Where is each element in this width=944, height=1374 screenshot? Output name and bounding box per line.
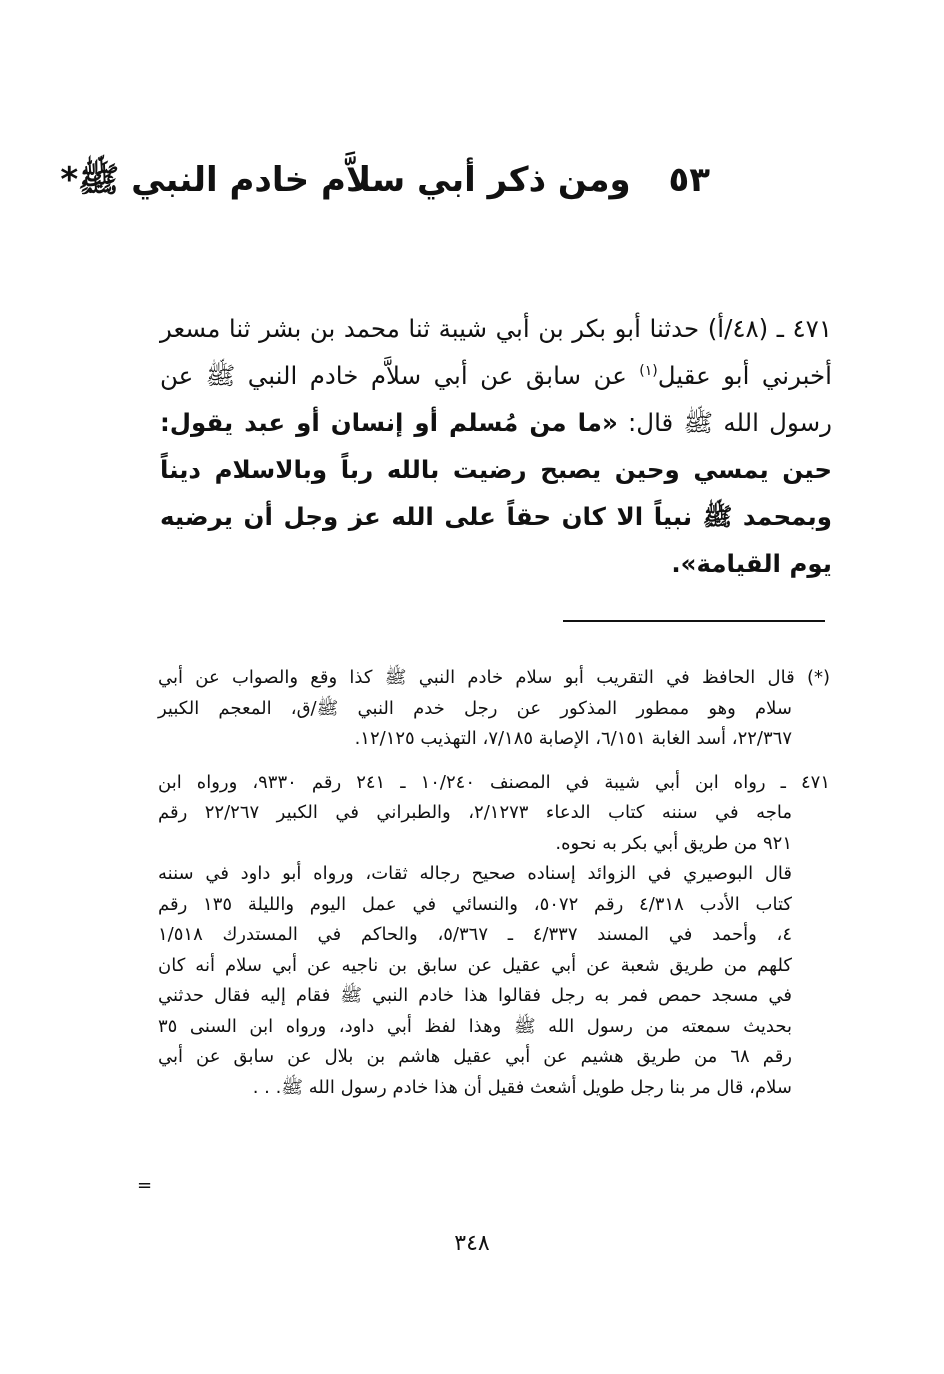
footnote-line: رقم ٦٨ من طريق هشيم عن أبي عقيل هاشم بن بلال عن سابق عن أبي	[158, 1046, 792, 1067]
footnote-line: ماجه في سننه كتاب الدعاء ٢/١٢٧٣، والطبراني في الكبير ٢٢/٢٦٧ رقم	[158, 802, 792, 823]
footnote-line: بحديث سمعته من رسول الله ﷺ وهذا لفظ أبي داود، ورواه ابن السنى ٣٥	[158, 1015, 792, 1037]
footnote-line: سلام، قال مر بنا رجل طويل أشعث فقيل أن هذا خادم رسول الله ﷺ. . .	[252, 1076, 792, 1098]
footnote-separator	[563, 620, 825, 622]
footnote-asterisk	[158, 663, 830, 755]
chapter-heading	[60, 150, 710, 210]
chapter-number: ٥٣	[668, 160, 710, 200]
footnote-reference: (١)	[639, 362, 658, 379]
footnote-line: ٤، وأحمد في المسند ٤/٣٣٧ ـ ٥/٣٦٧، والحاكم في المستدرك ١/٥١٨	[158, 924, 792, 945]
footnote-line: كلهم من طريق شعبة عن أبي عقيل عن سابق بن ناجيه عن أبي سلام أنه كان	[158, 954, 792, 976]
footnote-line: في مسجد حمص فمر به رجل فقالوا هذا خادم النبي ﷺ فقام إليه فقال حدثني	[158, 985, 792, 1006]
footnote-line: (*) قال الحافظ في التقريب أبو سلام خادم النبي ﷺ كذا وقع والصواب عن أبي	[158, 667, 830, 688]
footnote-line: ٩٢١ من طريق أبي بكر به نحوه.	[555, 832, 792, 854]
footnote-line: ٤٧١ ـ رواه ابن أبي شيبة في المصنف ١٠/٢٤٠ ـ ٢٤١ رقم ٩٣٣٠، ورواه ابن	[158, 771, 830, 793]
chapter-title: ومن ذكر أبي سلاَّم خادم النبي ﷺ*	[60, 160, 631, 200]
footnote-line: كتاب الأدب ٤/٣١٨ رقم ٥٠٧٢، والنسائي في عمل اليوم والليلة ١٣٥ رقم	[158, 893, 792, 915]
footnote-line: قال البوصيري في الزوائد إسناده صحيح رجاله ثقات، ورواه أبو داود في سننه	[158, 863, 792, 884]
page-number: ٣٤٨	[454, 1231, 490, 1256]
hadith-text	[160, 305, 832, 587]
footnote-line: سلام وهو ممطور المذكور عن رجل خدم النبي ﷺ/ق، المعجم الكبير	[158, 697, 792, 719]
hadith-chain: عن سابق عن أبي سلاَّم خادم النبي ﷺ عن رسول الله ﷺ قال:	[160, 361, 832, 437]
continuation-mark: =	[137, 1175, 153, 1196]
hadith-chain-intro: ٤٧١ ـ (٤٨/أ) حدثنا أبو بكر بن أبي شيبة ثنا محمد بن بشر ثنا مسعر أخبرني أبو عقيل	[160, 314, 832, 390]
footnotes	[158, 663, 830, 1103]
footnote-471	[158, 768, 830, 1104]
hadith-matn: «ما من مُسلم أو إنسان أو عبد يقول: حين يمسي وحين يصبح رضيت بالله رباً وبالاسلام ديناً وبمحمد ﷺ نبياً الا كان حقاً على الله عز وجل أن يرضيه يوم القيامة».	[160, 408, 832, 578]
footnote-line: ٢٢/٣٦٧، أسد الغابة ٦/١٥١، الإصابة ٧/١٨٥، التهذيب ١٢/١٢٥.	[354, 728, 792, 749]
